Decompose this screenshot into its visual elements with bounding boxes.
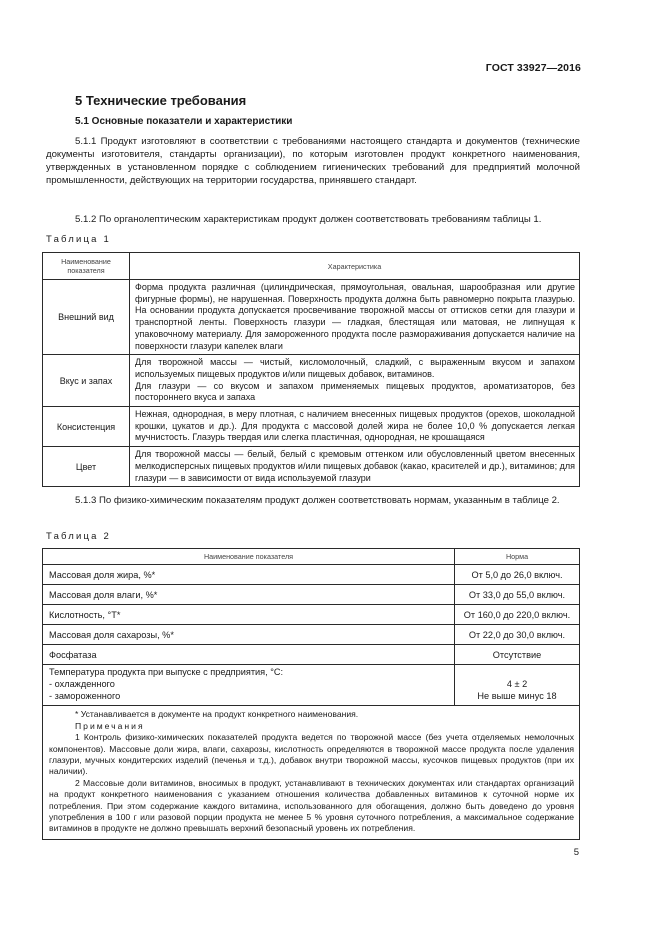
table-row: [43, 665, 580, 706]
indicator-value: От 22,0 до 30,0 включ.: [455, 625, 580, 645]
indicator-name: Массовая доля сахарозы, %*: [43, 625, 455, 645]
organoleptic-table: [42, 252, 580, 487]
table-row: [43, 280, 580, 355]
temperature-cell: [43, 665, 455, 706]
table-header-row: [43, 549, 580, 565]
table1-caption: Таблица 1: [46, 234, 111, 245]
footnote: * Устанавливается в документе на продукт конкретного наименования.: [75, 709, 359, 720]
standard-code: ГОСТ 33927—2016: [485, 62, 581, 74]
row-text: Для творожной массы — белый, белый с кремовым оттенком или обусловленный цветом внесенных мелкодисперсных пищевых продуктов и/или пищевых добавок (какао, красителей и др.), витаминов; для глазури — в зависимости от вида используемой глазури: [130, 447, 580, 487]
note-1: 1 Контроль физико-химических показателей продукта ведется по творожной массе (без учета отделяемых немолочных компонентов). Массовые доли жира, влаги, сахарозы, кислотность определяются в творожной массе продукта после удаления глазури, мучных кондитерских изделий (печенья и т.д.), добавок внутри творожной массы, кусочков пищевых продуктов (при их наличии).: [49, 732, 574, 777]
table-header-cell: Наименование показателя: [43, 549, 455, 565]
row-name: Цвет: [43, 447, 130, 487]
indicator-name: Кислотность, °Т*: [43, 605, 455, 625]
table-header-row: [43, 253, 580, 280]
row-text-part: Для глазури — со вкусом и запахом применяемых пищевых продуктов, ароматизаторов, без постороннего вкуса и запаха: [135, 380, 575, 403]
indicator-name: Фосфатаза: [43, 645, 455, 665]
table-header-cell: Наименование показателя: [43, 253, 130, 280]
note-2: 2 Массовые доли витаминов, вносимых в продукт, устанавливают в технических документах или стандартах организаций на продукт конкретного наименования с указанием отношения количества добавленных витаминов к суточной норме их потребления. При этом содержание каждого витамина, использованного для обогащения, должно быть доведено до уровня употребления в 100 г или разовой порции продукта не менее 5 % уровня суточного потребления, а максимальное содержание витаминов в продукте не должно превышать верхний безопасный уровень их потребления.: [49, 777, 574, 834]
notes-row: [43, 706, 580, 839]
physicochemical-table: [42, 548, 580, 840]
row-text: Нежная, однородная, в меру плотная, с наличием внесенных пищевых продуктов (орехов, шоколадной крошки, цукатов и др.). Для продукта с массовой долей жира не более 10,0 % допускается легкая мучнистость. Глазурь твердая или слегка пластичная, однородная, не крошащаяся: [130, 407, 580, 447]
page-number: 5: [573, 847, 579, 858]
temperature-label: Температура продукта при выпуске с предприятия, °С:: [49, 667, 284, 677]
subsection-title: 5.1 Основные показатели и характеристики: [75, 116, 293, 127]
table-row: [43, 645, 580, 665]
temperature-cooled: - охлажденного: [49, 678, 115, 689]
table-header-cell: Норма: [455, 549, 580, 565]
indicator-name: Массовая доля влаги, %*: [43, 585, 455, 605]
indicator-value: Отсутствие: [455, 645, 580, 665]
row-text: Форма продукта различная (цилиндрическая, прямоугольная, овальная, шарообразная или другие фигурные формы), не нарушенная. Поверхность продукта должна быть равномерно покрыта глазурью. На основании продукта допускается просвечивание творожной массы от оттисков сетки для глазури и транспортной ленты. Поверхность глазури — гладкая, блестящая или матовая, не липнущая к упаковочному материалу. Для замороженного продукта после размораживания допускается наличие на поверхности глазури капелек влаги: [130, 280, 580, 355]
table-row: [43, 407, 580, 447]
row-name: Вкус и запах: [43, 355, 130, 407]
paragraph-5-1-1: 5.1.1 Продукт изготовляют в соответствии с требованиями настоящего стандарта и документов (технические документы изготовителя, стандарты организации), по которым изготовлен продукт конкретного наименования, утвержденных в установленном порядке с соблюдением гигиенических требований для предприятий молочной промышленности, действующих на территории государства, принявшего стандарт.: [46, 136, 580, 186]
table-row: [43, 625, 580, 645]
row-name: Консистенция: [43, 407, 130, 447]
indicator-name: Массовая доля жира, %*: [43, 565, 455, 585]
indicator-value: От 160,0 до 220,0 включ.: [455, 605, 580, 625]
paragraph-5-1-3: 5.1.3 По физико-химическим показателям продукт должен соответствовать нормам, указанным в таблице 2.: [75, 495, 560, 506]
temperature-frozen: - замороженного: [49, 690, 121, 701]
table-row: [43, 585, 580, 605]
row-text-part: Для творожной массы — чистый, кисломолочный, сладкий, с выраженным вкусом и запахом используемых пищевых продуктов и/или пищевых добавок, витаминов.: [135, 357, 575, 379]
notes-cell: [43, 706, 580, 839]
notes-title: Примечания: [75, 720, 145, 731]
paragraph-5-1-2: 5.1.2 По органолептическим характеристикам продукт должен соответствовать требованиям таблицы 1.: [75, 214, 542, 225]
table-row: [43, 447, 580, 487]
table-row: [43, 355, 580, 407]
table-row: [43, 605, 580, 625]
temperature-values: [455, 665, 580, 706]
table2-caption: Таблица 2: [46, 531, 111, 542]
temperature-frozen-value: Не выше минус 18: [477, 690, 557, 701]
row-name: Внешний вид: [43, 280, 130, 355]
indicator-value: От 33,0 до 55,0 включ.: [455, 585, 580, 605]
temperature-cooled-value: 4 ± 2: [506, 678, 528, 689]
indicator-value: От 5,0 до 26,0 включ.: [455, 565, 580, 585]
section-title: 5 Технические требования: [75, 93, 247, 108]
table-row: [43, 565, 580, 585]
row-text: [130, 355, 580, 407]
table-header-cell: Характеристика: [130, 253, 580, 280]
